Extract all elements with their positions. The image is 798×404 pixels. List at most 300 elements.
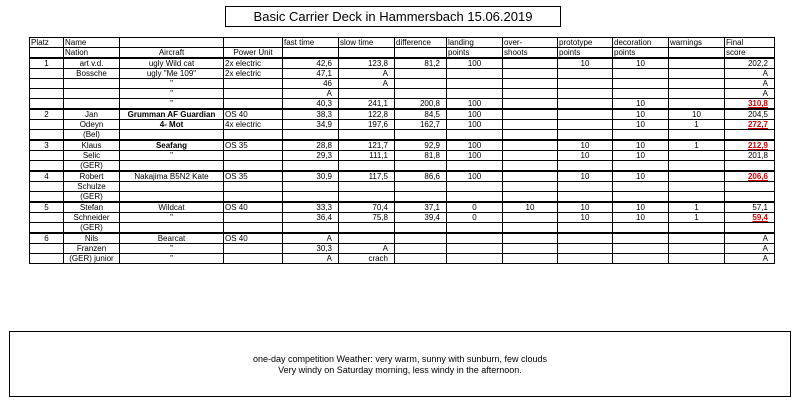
cell-overshoots xyxy=(503,89,558,99)
header-cell-difference xyxy=(395,48,447,59)
cell-decoration-points xyxy=(613,192,669,203)
header-cell-warnings xyxy=(669,48,725,59)
cell-name: art v.d. xyxy=(64,58,120,69)
cell-warnings xyxy=(669,79,725,89)
cell-fast-time xyxy=(283,182,339,192)
header-cell-final-score: Final xyxy=(725,38,775,48)
cell-decoration-points: 10 xyxy=(613,120,669,130)
cell-slow-time xyxy=(339,161,395,172)
cell-power-unit xyxy=(224,254,283,264)
cell-landing-points xyxy=(447,69,503,79)
table-row xyxy=(30,151,775,161)
cell-warnings xyxy=(669,223,725,234)
cell-aircraft: " xyxy=(120,89,224,99)
cell-slow-time: 75,8 xyxy=(339,213,395,223)
cell-name: (GER) junior xyxy=(64,254,120,264)
table-row xyxy=(30,109,775,120)
cell-aircraft: 4- Mot xyxy=(120,120,224,130)
cell-name: Jan xyxy=(64,109,120,120)
cell-name xyxy=(64,89,120,99)
cell-aircraft: " xyxy=(120,213,224,223)
cell-landing-points xyxy=(447,161,503,172)
cell-power-unit xyxy=(224,99,283,110)
cell-difference xyxy=(395,254,447,264)
cell-platz xyxy=(30,182,64,192)
header-cell-final-score: score xyxy=(725,48,775,59)
cell-platz: 2 xyxy=(30,109,64,120)
cell-power-unit: OS 35 xyxy=(224,171,283,182)
cell-decoration-points xyxy=(613,223,669,234)
cell-warnings xyxy=(669,89,725,99)
table-row xyxy=(30,213,775,223)
cell-name: (GER) xyxy=(64,192,120,203)
header-cell-landing-points: landing xyxy=(447,38,503,48)
cell-difference: 200,8 xyxy=(395,99,447,110)
cell-platz xyxy=(30,69,64,79)
cell-fast-time: 33,3 xyxy=(283,202,339,213)
cell-slow-time: 111,1 xyxy=(339,151,395,161)
table-row xyxy=(30,58,775,69)
cell-fast-time: A xyxy=(283,233,339,244)
cell-prototype-points: 10 xyxy=(558,202,613,213)
cell-prototype-points: 10 xyxy=(558,213,613,223)
header-cell-decoration-points: decoration xyxy=(613,38,669,48)
header-cell-prototype-points: prototype xyxy=(558,38,613,48)
cell-warnings xyxy=(669,58,725,69)
cell-power-unit xyxy=(224,161,283,172)
cell-fast-time: A xyxy=(283,89,339,99)
cell-warnings xyxy=(669,233,725,244)
cell-slow-time: A xyxy=(339,69,395,79)
cell-difference xyxy=(395,223,447,234)
cell-final-score: A xyxy=(725,89,775,99)
header-cell-name: Name xyxy=(64,38,120,48)
cell-difference xyxy=(395,79,447,89)
cell-decoration-points: 10 xyxy=(613,140,669,151)
table-row xyxy=(30,171,775,182)
cell-aircraft: Bearcat xyxy=(120,233,224,244)
notes-box xyxy=(9,331,791,397)
cell-difference xyxy=(395,89,447,99)
cell-name: Odeyn xyxy=(64,120,120,130)
cell-difference: 39,4 xyxy=(395,213,447,223)
cell-warnings: 10 xyxy=(669,109,725,120)
cell-overshoots xyxy=(503,161,558,172)
cell-landing-points xyxy=(447,233,503,244)
cell-decoration-points xyxy=(613,182,669,192)
table-row xyxy=(30,140,775,151)
cell-name: (GER) xyxy=(64,161,120,172)
cell-aircraft: " xyxy=(120,79,224,89)
cell-fast-time: 42,6 xyxy=(283,58,339,69)
cell-slow-time: 121,7 xyxy=(339,140,395,151)
cell-fast-time: 40,3 xyxy=(283,99,339,110)
cell-aircraft: ugly Wild cat xyxy=(120,58,224,69)
cell-final-score xyxy=(725,192,775,203)
cell-power-unit xyxy=(224,213,283,223)
page-title: Basic Carrier Deck in Hammersbach 15.06.2019 xyxy=(225,6,561,27)
cell-platz: 6 xyxy=(30,233,64,244)
cell-prototype-points xyxy=(558,99,613,110)
cell-aircraft: Seafang xyxy=(120,140,224,151)
cell-name: (Bel) xyxy=(64,130,120,141)
table-row xyxy=(30,130,775,141)
cell-landing-points xyxy=(447,79,503,89)
cell-slow-time xyxy=(339,182,395,192)
cell-warnings xyxy=(669,244,725,254)
cell-difference: 81,8 xyxy=(395,151,447,161)
cell-slow-time: A xyxy=(339,79,395,89)
table-row xyxy=(30,233,775,244)
cell-warnings xyxy=(669,130,725,141)
cell-decoration-points: 10 xyxy=(613,202,669,213)
cell-decoration-points: 10 xyxy=(613,171,669,182)
cell-platz xyxy=(30,79,64,89)
cell-power-unit xyxy=(224,151,283,161)
cell-overshoots xyxy=(503,192,558,203)
cell-prototype-points xyxy=(558,109,613,120)
cell-landing-points xyxy=(447,254,503,264)
cell-overshoots xyxy=(503,151,558,161)
header-cell-name: Nation xyxy=(64,48,120,59)
cell-platz: 5 xyxy=(30,202,64,213)
cell-final-score: 212,9 xyxy=(725,140,775,151)
cell-warnings xyxy=(669,69,725,79)
cell-platz: 1 xyxy=(30,58,64,69)
cell-fast-time: 36,4 xyxy=(283,213,339,223)
cell-decoration-points xyxy=(613,79,669,89)
cell-decoration-points xyxy=(613,69,669,79)
cell-slow-time: crach xyxy=(339,254,395,264)
cell-power-unit xyxy=(224,192,283,203)
header-cell-power-unit: Power Unit xyxy=(224,48,283,59)
notes-line-2: Very windy on Saturday morning, less windy in the afternoon. xyxy=(278,365,522,375)
cell-difference: 81,2 xyxy=(395,58,447,69)
header-cell-prototype-points: points xyxy=(558,48,613,59)
cell-fast-time: A xyxy=(283,254,339,264)
cell-landing-points xyxy=(447,89,503,99)
cell-fast-time: 38,3 xyxy=(283,109,339,120)
cell-difference xyxy=(395,161,447,172)
cell-overshoots: 10 xyxy=(503,202,558,213)
cell-slow-time xyxy=(339,192,395,203)
header-row xyxy=(30,38,775,48)
cell-final-score xyxy=(725,182,775,192)
cell-difference: 84,5 xyxy=(395,109,447,120)
cell-warnings xyxy=(669,254,725,264)
table-row xyxy=(30,192,775,203)
cell-overshoots xyxy=(503,130,558,141)
cell-landing-points: 0 xyxy=(447,213,503,223)
cell-landing-points: 100 xyxy=(447,58,503,69)
cell-fast-time: 30,9 xyxy=(283,171,339,182)
header-cell-aircraft: Aircraft xyxy=(120,48,224,59)
cell-overshoots xyxy=(503,79,558,89)
cell-aircraft: " xyxy=(120,99,224,110)
cell-prototype-points xyxy=(558,223,613,234)
cell-difference xyxy=(395,233,447,244)
cell-overshoots xyxy=(503,244,558,254)
cell-aircraft xyxy=(120,223,224,234)
results-body xyxy=(30,38,775,264)
cell-warnings: 1 xyxy=(669,120,725,130)
cell-fast-time xyxy=(283,223,339,234)
cell-decoration-points xyxy=(613,130,669,141)
cell-prototype-points xyxy=(558,130,613,141)
header-cell-decoration-points: points xyxy=(613,48,669,59)
cell-warnings: 1 xyxy=(669,202,725,213)
cell-decoration-points xyxy=(613,161,669,172)
cell-name: Nils xyxy=(64,233,120,244)
header-cell-difference: difference xyxy=(395,38,447,48)
cell-overshoots xyxy=(503,58,558,69)
cell-prototype-points xyxy=(558,69,613,79)
cell-name xyxy=(64,79,120,89)
cell-difference: 162,7 xyxy=(395,120,447,130)
cell-power-unit xyxy=(224,79,283,89)
cell-prototype-points xyxy=(558,192,613,203)
cell-fast-time: 46 xyxy=(283,79,339,89)
cell-power-unit: 4x electric xyxy=(224,120,283,130)
cell-warnings: 1 xyxy=(669,213,725,223)
cell-name: Schneider xyxy=(64,213,120,223)
cell-slow-time: 70,4 xyxy=(339,202,395,213)
cell-landing-points: 100 xyxy=(447,151,503,161)
cell-power-unit xyxy=(224,182,283,192)
cell-landing-points: 100 xyxy=(447,109,503,120)
cell-difference: 92,9 xyxy=(395,140,447,151)
cell-platz xyxy=(30,120,64,130)
cell-power-unit xyxy=(224,130,283,141)
table-row xyxy=(30,99,775,110)
cell-difference: 37,1 xyxy=(395,202,447,213)
cell-final-score: A xyxy=(725,79,775,89)
cell-difference xyxy=(395,182,447,192)
cell-decoration-points: 10 xyxy=(613,58,669,69)
cell-power-unit: OS 40 xyxy=(224,109,283,120)
cell-aircraft: ugly "Me 109" xyxy=(120,69,224,79)
cell-power-unit xyxy=(224,223,283,234)
cell-power-unit: OS 35 xyxy=(224,140,283,151)
header-cell-aircraft xyxy=(120,38,224,48)
header-row xyxy=(30,48,775,59)
cell-platz xyxy=(30,192,64,203)
cell-fast-time: 30,3 xyxy=(283,244,339,254)
cell-platz xyxy=(30,161,64,172)
cell-power-unit: 2x electric xyxy=(224,58,283,69)
cell-name: Robert xyxy=(64,171,120,182)
cell-slow-time: 117,5 xyxy=(339,171,395,182)
cell-difference xyxy=(395,130,447,141)
cell-aircraft xyxy=(120,161,224,172)
cell-name: Klaus xyxy=(64,140,120,151)
cell-final-score: A xyxy=(725,233,775,244)
cell-overshoots xyxy=(503,223,558,234)
cell-landing-points: 100 xyxy=(447,171,503,182)
cell-overshoots xyxy=(503,171,558,182)
cell-landing-points xyxy=(447,223,503,234)
header-cell-landing-points: points xyxy=(447,48,503,59)
cell-overshoots xyxy=(503,69,558,79)
cell-power-unit: OS 40 xyxy=(224,233,283,244)
cell-decoration-points xyxy=(613,233,669,244)
cell-final-score: 201,8 xyxy=(725,151,775,161)
cell-warnings xyxy=(669,151,725,161)
cell-prototype-points xyxy=(558,89,613,99)
cell-aircraft: " xyxy=(120,254,224,264)
cell-platz: 4 xyxy=(30,171,64,182)
cell-prototype-points xyxy=(558,120,613,130)
cell-difference xyxy=(395,244,447,254)
cell-platz xyxy=(30,99,64,110)
cell-fast-time: 28,8 xyxy=(283,140,339,151)
cell-aircraft xyxy=(120,192,224,203)
cell-landing-points: 100 xyxy=(447,120,503,130)
cell-aircraft: " xyxy=(120,244,224,254)
cell-platz xyxy=(30,223,64,234)
cell-slow-time: A xyxy=(339,244,395,254)
cell-power-unit xyxy=(224,89,283,99)
header-cell-slow-time: slow time xyxy=(339,38,395,48)
cell-decoration-points: 10 xyxy=(613,99,669,110)
cell-platz xyxy=(30,151,64,161)
cell-aircraft xyxy=(120,182,224,192)
cell-warnings xyxy=(669,182,725,192)
cell-landing-points: 100 xyxy=(447,140,503,151)
cell-prototype-points xyxy=(558,182,613,192)
cell-landing-points: 100 xyxy=(447,99,503,110)
cell-power-unit xyxy=(224,244,283,254)
cell-name xyxy=(64,99,120,110)
cell-overshoots xyxy=(503,109,558,120)
cell-prototype-points: 10 xyxy=(558,140,613,151)
cell-landing-points xyxy=(447,192,503,203)
cell-aircraft: Wildcat xyxy=(120,202,224,213)
cell-fast-time xyxy=(283,130,339,141)
cell-power-unit: OS 40 xyxy=(224,202,283,213)
header-cell-platz xyxy=(30,48,64,59)
cell-final-score xyxy=(725,130,775,141)
cell-slow-time xyxy=(339,223,395,234)
cell-difference xyxy=(395,192,447,203)
cell-overshoots xyxy=(503,120,558,130)
cell-platz xyxy=(30,89,64,99)
cell-final-score: 57,1 xyxy=(725,202,775,213)
cell-decoration-points xyxy=(613,244,669,254)
cell-prototype-points: 10 xyxy=(558,58,613,69)
cell-fast-time xyxy=(283,192,339,203)
cell-warnings xyxy=(669,99,725,110)
cell-platz: 3 xyxy=(30,140,64,151)
cell-landing-points: 0 xyxy=(447,202,503,213)
header-cell-slow-time xyxy=(339,48,395,59)
cell-decoration-points: 10 xyxy=(613,109,669,120)
table-row xyxy=(30,182,775,192)
cell-final-score: 310,8 xyxy=(725,99,775,110)
header-cell-warnings: warnings xyxy=(669,38,725,48)
cell-decoration-points: 10 xyxy=(613,151,669,161)
header-cell-overshoots: shoots xyxy=(503,48,558,59)
cell-prototype-points: 10 xyxy=(558,151,613,161)
cell-final-score: A xyxy=(725,254,775,264)
cell-decoration-points xyxy=(613,89,669,99)
cell-difference xyxy=(395,69,447,79)
cell-name: Schulze xyxy=(64,182,120,192)
cell-platz xyxy=(30,213,64,223)
cell-warnings xyxy=(669,171,725,182)
cell-overshoots xyxy=(503,213,558,223)
cell-platz xyxy=(30,244,64,254)
cell-fast-time xyxy=(283,161,339,172)
cell-final-score: 206,6 xyxy=(725,171,775,182)
cell-slow-time xyxy=(339,89,395,99)
table-row xyxy=(30,202,775,213)
cell-slow-time: 197,6 xyxy=(339,120,395,130)
table-row xyxy=(30,79,775,89)
cell-prototype-points xyxy=(558,161,613,172)
cell-aircraft: " xyxy=(120,151,224,161)
table-row xyxy=(30,69,775,79)
table-row xyxy=(30,120,775,130)
cell-slow-time: 123,8 xyxy=(339,58,395,69)
table-row xyxy=(30,89,775,99)
header-cell-fast-time xyxy=(283,48,339,59)
cell-landing-points xyxy=(447,130,503,141)
cell-fast-time: 47,1 xyxy=(283,69,339,79)
cell-warnings xyxy=(669,192,725,203)
cell-landing-points xyxy=(447,244,503,254)
notes-line-1: one-day competition Weather: very warm, sunny with sunburn, few clouds xyxy=(253,354,547,364)
cell-prototype-points xyxy=(558,244,613,254)
table-row xyxy=(30,244,775,254)
cell-final-score xyxy=(725,161,775,172)
cell-name: Bossche xyxy=(64,69,120,79)
cell-fast-time: 29,3 xyxy=(283,151,339,161)
cell-warnings: 1 xyxy=(669,140,725,151)
header-cell-power-unit xyxy=(224,38,283,48)
cell-prototype-points: 10 xyxy=(558,171,613,182)
cell-overshoots xyxy=(503,140,558,151)
cell-platz xyxy=(30,130,64,141)
cell-slow-time xyxy=(339,130,395,141)
cell-slow-time: 241,1 xyxy=(339,99,395,110)
cell-platz xyxy=(30,254,64,264)
cell-final-score: 59,4 xyxy=(725,213,775,223)
cell-aircraft: Grumman AF Guardian xyxy=(120,109,224,120)
cell-final-score: A xyxy=(725,244,775,254)
cell-difference: 86,6 xyxy=(395,171,447,182)
table-row xyxy=(30,254,775,264)
cell-slow-time xyxy=(339,233,395,244)
cell-overshoots xyxy=(503,99,558,110)
cell-decoration-points: 10 xyxy=(613,213,669,223)
cell-overshoots xyxy=(503,182,558,192)
cell-final-score: 202,2 xyxy=(725,58,775,69)
cell-name: Franzen xyxy=(64,244,120,254)
cell-prototype-points xyxy=(558,254,613,264)
cell-aircraft xyxy=(120,130,224,141)
cell-final-score xyxy=(725,223,775,234)
cell-overshoots xyxy=(503,233,558,244)
table-row xyxy=(30,223,775,234)
cell-prototype-points xyxy=(558,233,613,244)
cell-fast-time: 34,9 xyxy=(283,120,339,130)
header-cell-fast-time: fast time xyxy=(283,38,339,48)
cell-prototype-points xyxy=(558,79,613,89)
cell-power-unit: 2x electric xyxy=(224,69,283,79)
cell-final-score: 204,5 xyxy=(725,109,775,120)
cell-slow-time: 122,8 xyxy=(339,109,395,120)
